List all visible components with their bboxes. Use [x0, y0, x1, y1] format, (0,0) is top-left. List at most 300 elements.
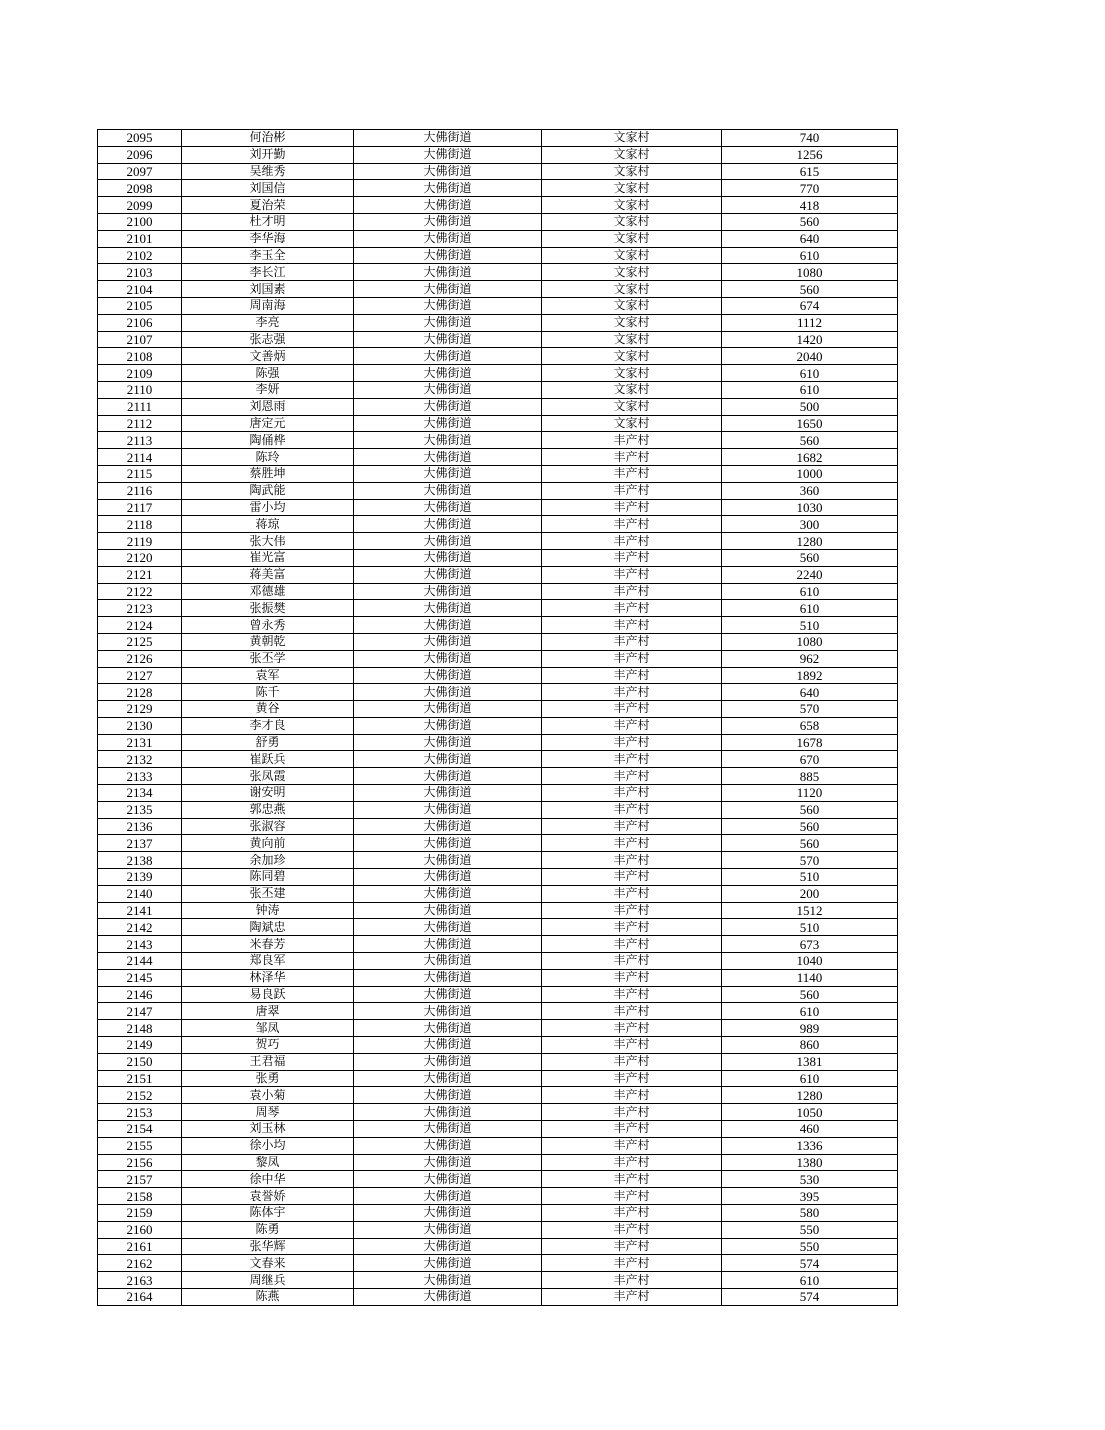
data-table [97, 129, 898, 1306]
table-row [98, 869, 898, 886]
row-number-cell: 2140 [98, 885, 182, 902]
row-number-cell: 2123 [98, 600, 182, 617]
table-row [98, 146, 898, 163]
street-cell: 大佛街道 [354, 600, 542, 617]
name-cell: 曾永秀 [182, 617, 354, 634]
village-cell: 丰产村 [542, 919, 722, 936]
amount-cell: 550 [722, 1221, 898, 1238]
table-row [98, 1238, 898, 1255]
row-number-cell: 2121 [98, 566, 182, 583]
amount-cell: 1512 [722, 902, 898, 919]
amount-cell: 560 [722, 818, 898, 835]
row-number-cell: 2148 [98, 1020, 182, 1037]
village-cell: 丰产村 [542, 1154, 722, 1171]
amount-cell: 1256 [722, 146, 898, 163]
village-cell: 文家村 [542, 365, 722, 382]
village-cell: 丰产村 [542, 583, 722, 600]
name-cell: 李华海 [182, 230, 354, 247]
street-cell: 大佛街道 [354, 197, 542, 214]
row-number-cell: 2147 [98, 1003, 182, 1020]
name-cell: 李亮 [182, 314, 354, 331]
row-number-cell: 2163 [98, 1272, 182, 1289]
table-row [98, 1053, 898, 1070]
street-cell: 大佛街道 [354, 1188, 542, 1205]
village-cell: 丰产村 [542, 516, 722, 533]
row-number-cell: 2106 [98, 314, 182, 331]
row-number-cell: 2151 [98, 1070, 182, 1087]
name-cell: 蒋美富 [182, 566, 354, 583]
amount-cell: 610 [722, 1003, 898, 1020]
amount-cell: 574 [722, 1255, 898, 1272]
table-row [98, 1070, 898, 1087]
table-row [98, 734, 898, 751]
street-cell: 大佛街道 [354, 1272, 542, 1289]
amount-cell: 658 [722, 717, 898, 734]
village-cell: 丰产村 [542, 1070, 722, 1087]
street-cell: 大佛街道 [354, 264, 542, 281]
table-row [98, 1154, 898, 1171]
street-cell: 大佛街道 [354, 650, 542, 667]
name-cell: 陈燕 [182, 1288, 354, 1305]
name-cell: 李妍 [182, 381, 354, 398]
street-cell: 大佛街道 [354, 667, 542, 684]
village-cell: 丰产村 [542, 600, 722, 617]
village-cell: 丰产村 [542, 986, 722, 1003]
street-cell: 大佛街道 [354, 163, 542, 180]
name-cell: 夏治荣 [182, 197, 354, 214]
street-cell: 大佛街道 [354, 432, 542, 449]
name-cell: 张大伟 [182, 533, 354, 550]
amount-cell: 674 [722, 297, 898, 314]
name-cell: 刘恩雨 [182, 398, 354, 415]
row-number-cell: 2153 [98, 1104, 182, 1121]
street-cell: 大佛街道 [354, 852, 542, 869]
amount-cell: 610 [722, 583, 898, 600]
table-row [98, 314, 898, 331]
name-cell: 雷小均 [182, 499, 354, 516]
row-number-cell: 2161 [98, 1238, 182, 1255]
row-number-cell: 2118 [98, 516, 182, 533]
amount-cell: 2240 [722, 566, 898, 583]
name-cell: 陈勇 [182, 1221, 354, 1238]
name-cell: 袁军 [182, 667, 354, 684]
name-cell: 蒋琼 [182, 516, 354, 533]
street-cell: 大佛街道 [354, 885, 542, 902]
village-cell: 丰产村 [542, 1188, 722, 1205]
row-number-cell: 2139 [98, 869, 182, 886]
table-row [98, 701, 898, 718]
amount-cell: 740 [722, 130, 898, 147]
amount-cell: 1140 [722, 969, 898, 986]
table-row [98, 583, 898, 600]
amount-cell: 1650 [722, 415, 898, 432]
name-cell: 黎凤 [182, 1154, 354, 1171]
amount-cell: 510 [722, 617, 898, 634]
village-cell: 丰产村 [542, 650, 722, 667]
street-cell: 大佛街道 [354, 751, 542, 768]
table-row [98, 885, 898, 902]
name-cell: 袁誉娇 [182, 1188, 354, 1205]
village-cell: 丰产村 [542, 482, 722, 499]
street-cell: 大佛街道 [354, 936, 542, 953]
table-row [98, 1121, 898, 1138]
row-number-cell: 2129 [98, 701, 182, 718]
row-number-cell: 2157 [98, 1171, 182, 1188]
street-cell: 大佛街道 [354, 785, 542, 802]
village-cell: 丰产村 [542, 1137, 722, 1154]
row-number-cell: 2125 [98, 633, 182, 650]
row-number-cell: 2109 [98, 365, 182, 382]
street-cell: 大佛街道 [354, 701, 542, 718]
amount-cell: 1280 [722, 533, 898, 550]
village-cell: 文家村 [542, 230, 722, 247]
row-number-cell: 2111 [98, 398, 182, 415]
village-cell: 丰产村 [542, 953, 722, 970]
row-number-cell: 2134 [98, 785, 182, 802]
street-cell: 大佛街道 [354, 969, 542, 986]
table-row [98, 180, 898, 197]
row-number-cell: 2133 [98, 768, 182, 785]
table-row [98, 1188, 898, 1205]
row-number-cell: 2115 [98, 465, 182, 482]
amount-cell: 640 [722, 684, 898, 701]
row-number-cell: 2141 [98, 902, 182, 919]
street-cell: 大佛街道 [354, 583, 542, 600]
village-cell: 丰产村 [542, 533, 722, 550]
table-row [98, 1037, 898, 1054]
table-row [98, 549, 898, 566]
amount-cell: 1080 [722, 264, 898, 281]
village-cell: 丰产村 [542, 667, 722, 684]
row-number-cell: 2128 [98, 684, 182, 701]
table-row [98, 533, 898, 550]
table-row [98, 499, 898, 516]
village-cell: 丰产村 [542, 818, 722, 835]
row-number-cell: 2096 [98, 146, 182, 163]
village-cell: 丰产村 [542, 768, 722, 785]
street-cell: 大佛街道 [354, 1053, 542, 1070]
amount-cell: 610 [722, 381, 898, 398]
table-row [98, 717, 898, 734]
name-cell: 何治彬 [182, 130, 354, 147]
village-cell: 文家村 [542, 331, 722, 348]
row-number-cell: 2114 [98, 449, 182, 466]
row-number-cell: 2150 [98, 1053, 182, 1070]
table-row [98, 213, 898, 230]
street-cell: 大佛街道 [354, 734, 542, 751]
street-cell: 大佛街道 [354, 314, 542, 331]
amount-cell: 560 [722, 432, 898, 449]
amount-cell: 300 [722, 516, 898, 533]
name-cell: 蔡胜坤 [182, 465, 354, 482]
village-cell: 文家村 [542, 314, 722, 331]
row-number-cell: 2155 [98, 1137, 182, 1154]
row-number-cell: 2156 [98, 1154, 182, 1171]
amount-cell: 1040 [722, 953, 898, 970]
table-row [98, 331, 898, 348]
table-row [98, 1087, 898, 1104]
table-row [98, 936, 898, 953]
village-cell: 丰产村 [542, 969, 722, 986]
amount-cell: 1050 [722, 1104, 898, 1121]
street-cell: 大佛街道 [354, 230, 542, 247]
table-row [98, 566, 898, 583]
street-cell: 大佛街道 [354, 1104, 542, 1121]
name-cell: 吴维秀 [182, 163, 354, 180]
village-cell: 丰产村 [542, 432, 722, 449]
name-cell: 唐定元 [182, 415, 354, 432]
row-number-cell: 2095 [98, 130, 182, 147]
amount-cell: 989 [722, 1020, 898, 1037]
amount-cell: 670 [722, 751, 898, 768]
row-number-cell: 2108 [98, 348, 182, 365]
amount-cell: 640 [722, 230, 898, 247]
street-cell: 大佛街道 [354, 919, 542, 936]
village-cell: 文家村 [542, 213, 722, 230]
village-cell: 丰产村 [542, 1053, 722, 1070]
amount-cell: 860 [722, 1037, 898, 1054]
street-cell: 大佛街道 [354, 398, 542, 415]
row-number-cell: 2162 [98, 1255, 182, 1272]
table-row [98, 1003, 898, 1020]
amount-cell: 360 [722, 482, 898, 499]
row-number-cell: 2104 [98, 281, 182, 298]
row-number-cell: 2131 [98, 734, 182, 751]
village-cell: 文家村 [542, 281, 722, 298]
street-cell: 大佛街道 [354, 835, 542, 852]
amount-cell: 500 [722, 398, 898, 415]
village-cell: 文家村 [542, 381, 722, 398]
name-cell: 张丕学 [182, 650, 354, 667]
village-cell: 丰产村 [542, 449, 722, 466]
amount-cell: 560 [722, 801, 898, 818]
table-row [98, 281, 898, 298]
street-cell: 大佛街道 [354, 1171, 542, 1188]
row-number-cell: 2124 [98, 617, 182, 634]
name-cell: 陈同碧 [182, 869, 354, 886]
street-cell: 大佛街道 [354, 869, 542, 886]
name-cell: 周琴 [182, 1104, 354, 1121]
name-cell: 杜才明 [182, 213, 354, 230]
table-row [98, 1221, 898, 1238]
table-row [98, 381, 898, 398]
village-cell: 丰产村 [542, 1255, 722, 1272]
name-cell: 文春来 [182, 1255, 354, 1272]
row-number-cell: 2101 [98, 230, 182, 247]
village-cell: 丰产村 [542, 1003, 722, 1020]
table-row [98, 919, 898, 936]
street-cell: 大佛街道 [354, 281, 542, 298]
name-cell: 唐翠 [182, 1003, 354, 1020]
row-number-cell: 2127 [98, 667, 182, 684]
street-cell: 大佛街道 [354, 1137, 542, 1154]
street-cell: 大佛街道 [354, 1288, 542, 1305]
name-cell: 舒勇 [182, 734, 354, 751]
village-cell: 文家村 [542, 247, 722, 264]
table-row [98, 768, 898, 785]
street-cell: 大佛街道 [354, 1205, 542, 1222]
table-row [98, 398, 898, 415]
amount-cell: 1336 [722, 1137, 898, 1154]
amount-cell: 1420 [722, 331, 898, 348]
village-cell: 丰产村 [542, 785, 722, 802]
amount-cell: 560 [722, 986, 898, 1003]
village-cell: 丰产村 [542, 869, 722, 886]
name-cell: 崔光富 [182, 549, 354, 566]
table-row [98, 432, 898, 449]
amount-cell: 1380 [722, 1154, 898, 1171]
row-number-cell: 2105 [98, 297, 182, 314]
street-cell: 大佛街道 [354, 482, 542, 499]
table-row [98, 953, 898, 970]
amount-cell: 1892 [722, 667, 898, 684]
street-cell: 大佛街道 [354, 365, 542, 382]
village-cell: 丰产村 [542, 617, 722, 634]
street-cell: 大佛街道 [354, 1087, 542, 1104]
name-cell: 徐小均 [182, 1137, 354, 1154]
name-cell: 易良跃 [182, 986, 354, 1003]
table-row [98, 1205, 898, 1222]
amount-cell: 560 [722, 835, 898, 852]
table-row [98, 130, 898, 147]
row-number-cell: 2103 [98, 264, 182, 281]
name-cell: 张振樊 [182, 600, 354, 617]
name-cell: 刘开勤 [182, 146, 354, 163]
village-cell: 丰产村 [542, 465, 722, 482]
name-cell: 张华辉 [182, 1238, 354, 1255]
amount-cell: 1112 [722, 314, 898, 331]
name-cell: 张志强 [182, 331, 354, 348]
street-cell: 大佛街道 [354, 549, 542, 566]
amount-cell: 610 [722, 365, 898, 382]
village-cell: 丰产村 [542, 936, 722, 953]
table-row [98, 230, 898, 247]
village-cell: 丰产村 [542, 852, 722, 869]
village-cell: 丰产村 [542, 566, 722, 583]
row-number-cell: 2159 [98, 1205, 182, 1222]
name-cell: 周继兵 [182, 1272, 354, 1289]
name-cell: 陈千 [182, 684, 354, 701]
table-row [98, 633, 898, 650]
table-row [98, 1137, 898, 1154]
row-number-cell: 2116 [98, 482, 182, 499]
row-number-cell: 2126 [98, 650, 182, 667]
village-cell: 文家村 [542, 146, 722, 163]
amount-cell: 1678 [722, 734, 898, 751]
name-cell: 刘国素 [182, 281, 354, 298]
street-cell: 大佛街道 [354, 247, 542, 264]
table-row [98, 902, 898, 919]
table-row [98, 818, 898, 835]
table-row [98, 1104, 898, 1121]
amount-cell: 1120 [722, 785, 898, 802]
row-number-cell: 2137 [98, 835, 182, 852]
table-row [98, 650, 898, 667]
amount-cell: 550 [722, 1238, 898, 1255]
row-number-cell: 2099 [98, 197, 182, 214]
name-cell: 林泽华 [182, 969, 354, 986]
street-cell: 大佛街道 [354, 180, 542, 197]
amount-cell: 610 [722, 600, 898, 617]
table-row [98, 482, 898, 499]
table-row [98, 1020, 898, 1037]
row-number-cell: 2160 [98, 1221, 182, 1238]
street-cell: 大佛街道 [354, 617, 542, 634]
table-row [98, 667, 898, 684]
row-number-cell: 2112 [98, 415, 182, 432]
name-cell: 周南海 [182, 297, 354, 314]
name-cell: 陶俑桦 [182, 432, 354, 449]
village-cell: 文家村 [542, 163, 722, 180]
row-number-cell: 2158 [98, 1188, 182, 1205]
row-number-cell: 2138 [98, 852, 182, 869]
row-number-cell: 2119 [98, 533, 182, 550]
row-number-cell: 2113 [98, 432, 182, 449]
row-number-cell: 2132 [98, 751, 182, 768]
name-cell: 陈玲 [182, 449, 354, 466]
name-cell: 张丕建 [182, 885, 354, 902]
row-number-cell: 2098 [98, 180, 182, 197]
street-cell: 大佛街道 [354, 953, 542, 970]
row-number-cell: 2120 [98, 549, 182, 566]
amount-cell: 580 [722, 1205, 898, 1222]
amount-cell: 530 [722, 1171, 898, 1188]
name-cell: 陈强 [182, 365, 354, 382]
amount-cell: 574 [722, 1288, 898, 1305]
name-cell: 李玉全 [182, 247, 354, 264]
street-cell: 大佛街道 [354, 297, 542, 314]
table-row [98, 1272, 898, 1289]
village-cell: 丰产村 [542, 1221, 722, 1238]
row-number-cell: 2145 [98, 969, 182, 986]
row-number-cell: 2110 [98, 381, 182, 398]
village-cell: 丰产村 [542, 1272, 722, 1289]
table-row [98, 264, 898, 281]
street-cell: 大佛街道 [354, 768, 542, 785]
village-cell: 丰产村 [542, 717, 722, 734]
amount-cell: 200 [722, 885, 898, 902]
name-cell: 邓德雄 [182, 583, 354, 600]
name-cell: 余加珍 [182, 852, 354, 869]
name-cell: 张勇 [182, 1070, 354, 1087]
village-cell: 丰产村 [542, 549, 722, 566]
street-cell: 大佛街道 [354, 1020, 542, 1037]
amount-cell: 570 [722, 852, 898, 869]
table-row [98, 852, 898, 869]
name-cell: 钟涛 [182, 902, 354, 919]
row-number-cell: 2100 [98, 213, 182, 230]
street-cell: 大佛街道 [354, 566, 542, 583]
name-cell: 郑良军 [182, 953, 354, 970]
row-number-cell: 2122 [98, 583, 182, 600]
street-cell: 大佛街道 [354, 1003, 542, 1020]
table-row [98, 247, 898, 264]
table-row [98, 1288, 898, 1305]
amount-cell: 610 [722, 1272, 898, 1289]
row-number-cell: 2135 [98, 801, 182, 818]
street-cell: 大佛街道 [354, 348, 542, 365]
amount-cell: 510 [722, 919, 898, 936]
village-cell: 丰产村 [542, 835, 722, 852]
table-body [98, 130, 898, 1306]
row-number-cell: 2143 [98, 936, 182, 953]
street-cell: 大佛街道 [354, 1221, 542, 1238]
row-number-cell: 2117 [98, 499, 182, 516]
village-cell: 丰产村 [542, 1238, 722, 1255]
table-row [98, 835, 898, 852]
table-row [98, 751, 898, 768]
row-number-cell: 2142 [98, 919, 182, 936]
